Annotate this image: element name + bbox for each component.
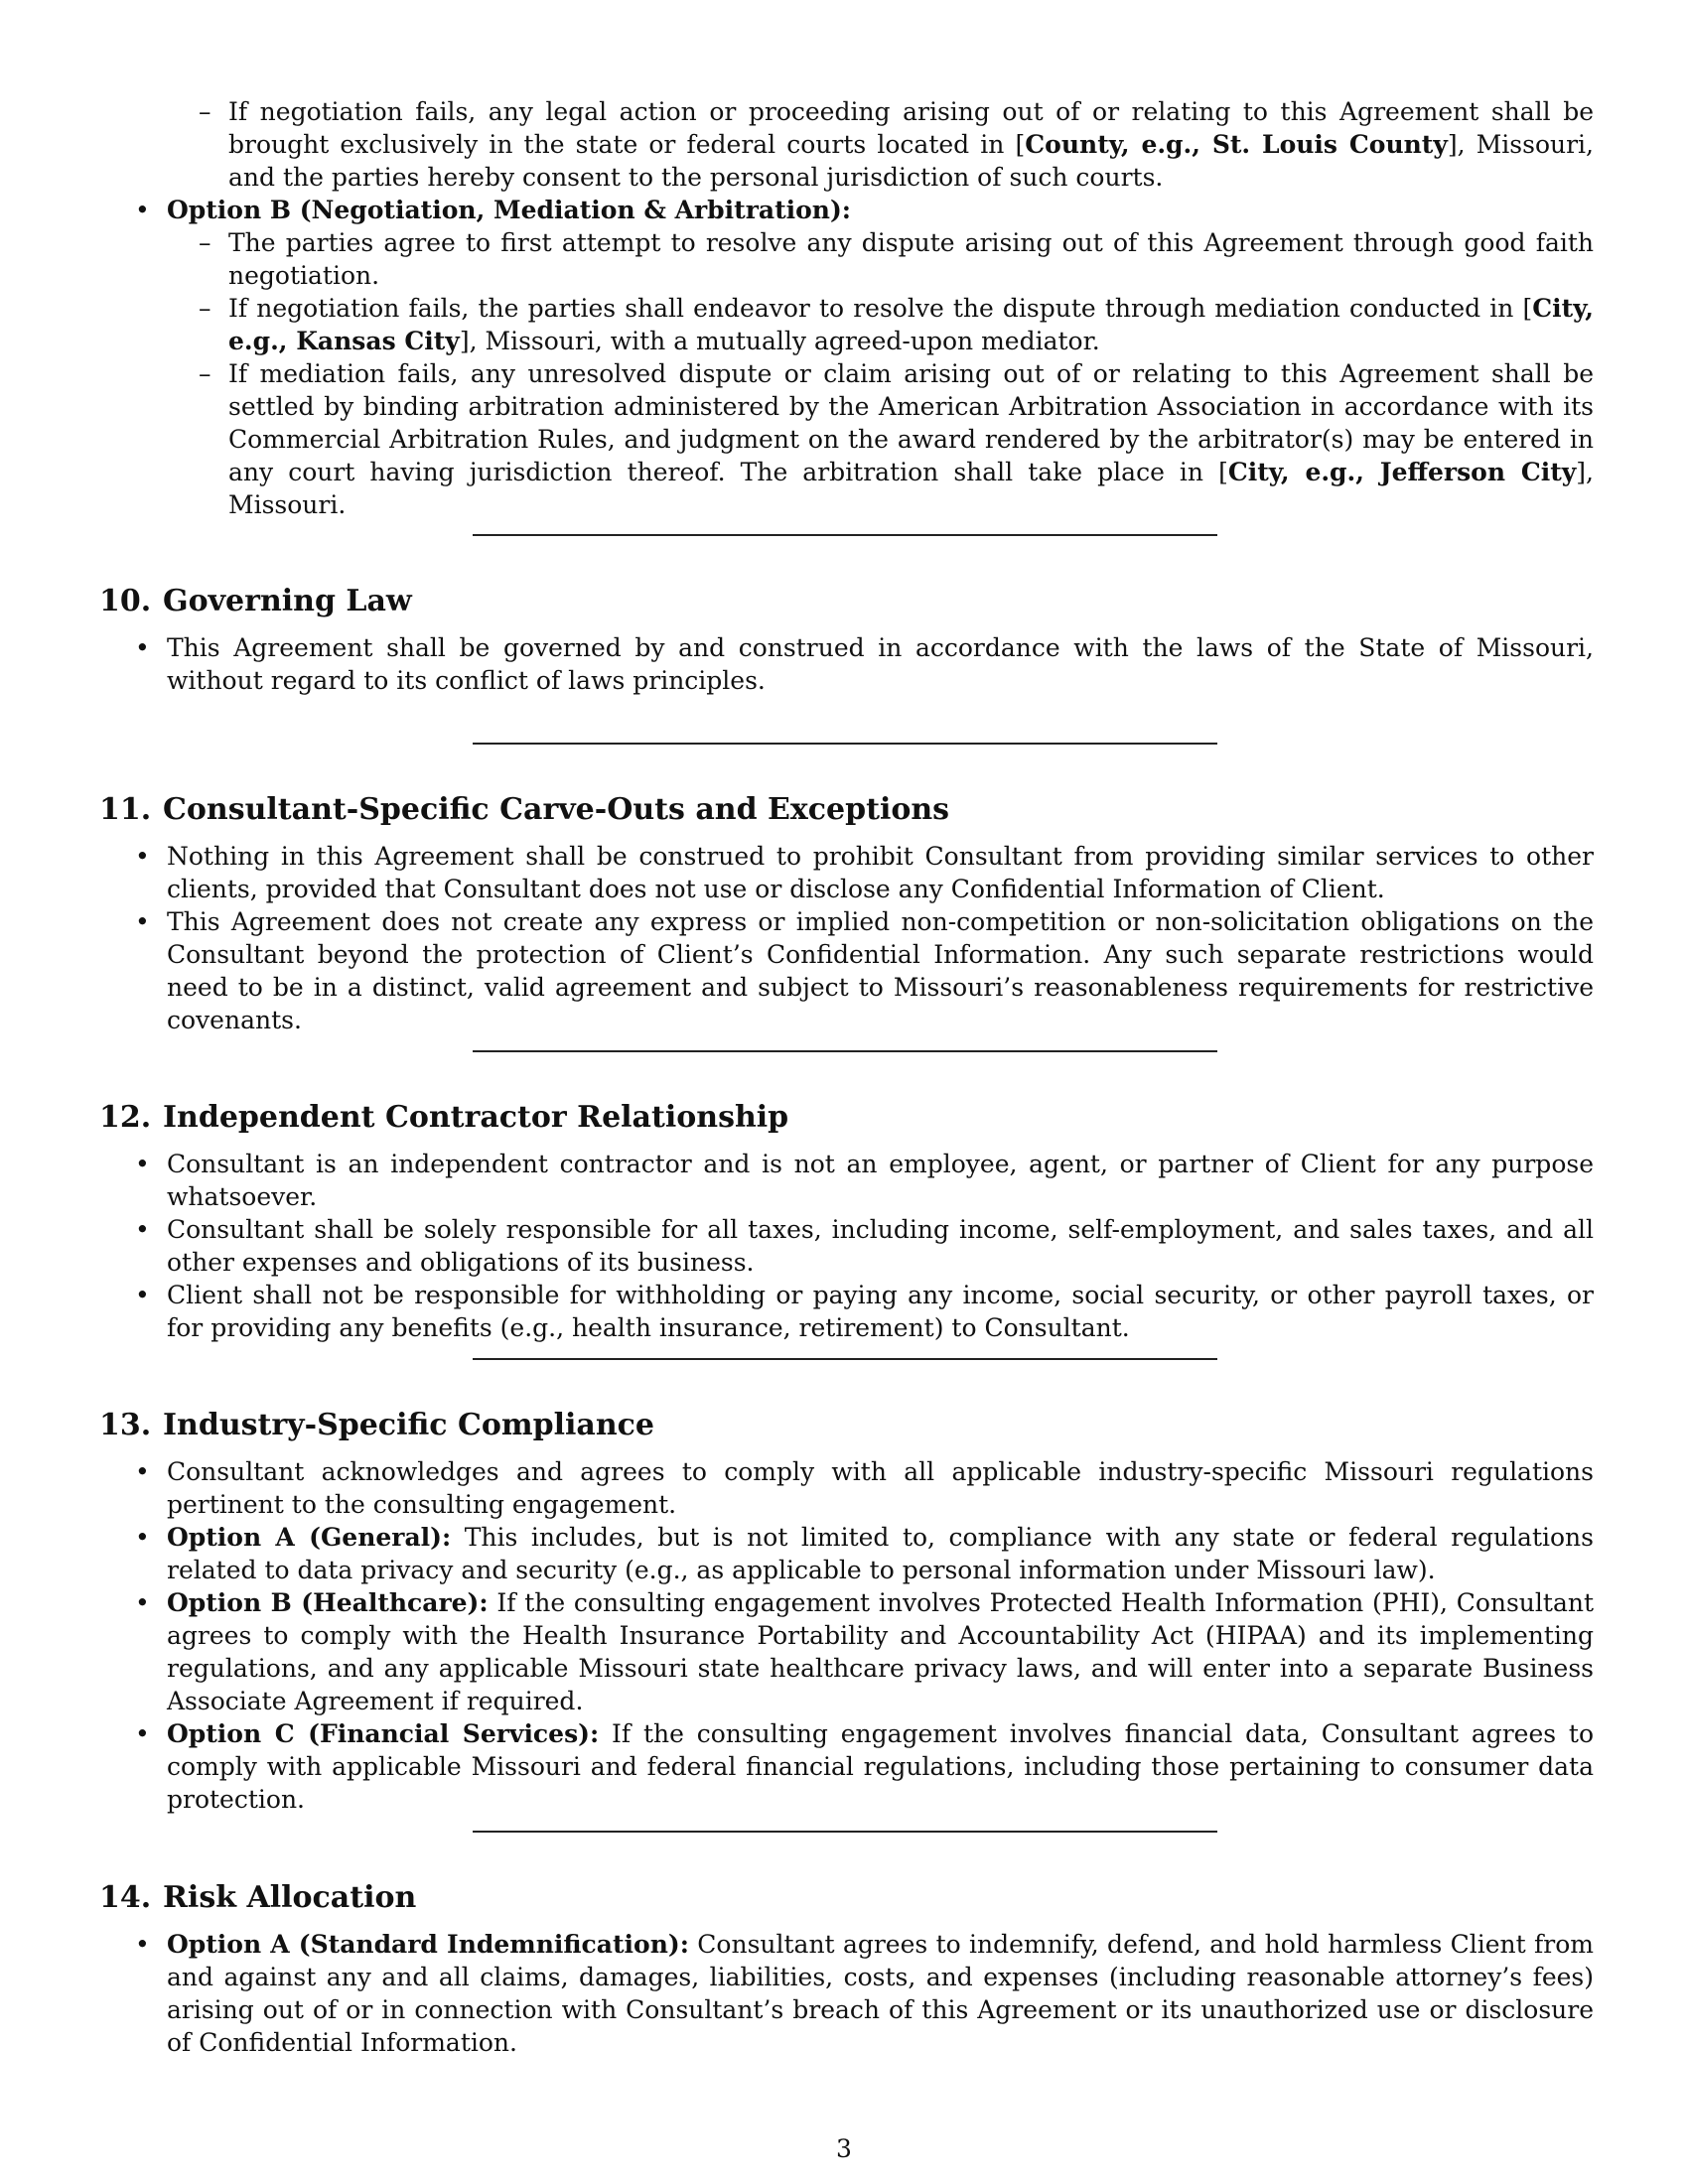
section-divider [473, 1050, 1217, 1052]
section-heading: 12. Independent Contractor Relationship [99, 1100, 789, 1135]
option-b-dash-3: – If mediation fails, any unresolved dispute or claim arising out of or relating to this Agreement shall be settled by binding arbitration administered by the American Arbitration Association in accordance with its Commercial Arbitration Rules, and judgment on the award rendered by the arbitrator(s) may be entered in any court having jurisdiction thereof. The arbitration shall take place in [City, e.g., Jefferson City], Missouri. [99, 357, 1594, 521]
option-b-label: Option B (Healthcare): [167, 1588, 489, 1617]
list-item: • Client shall not be responsible for withholding or paying any income, social security, or other payroll taxes, or for providing any benefits (e.g., health insurance, retirement) to Consultant. [99, 1279, 1594, 1344]
list-item: • Consultant acknowledges and agrees to comply with all applicable industry-specific Missouri regulations pertinent to the consulting engagement. [99, 1455, 1594, 1521]
section-divider [473, 534, 1217, 536]
county-placeholder: County, e.g., St. Louis County [1025, 130, 1448, 159]
list-item: • Nothing in this Agreement shall be construed to prohibit Consultant from providing similar services to other clients, provided that Consultant does not use or disclose any Confidential Information of Client. [99, 840, 1594, 905]
option-b-dash-1: – The parties agree to first attempt to resolve any dispute arising out of this Agreement through good faith negotiation. [99, 226, 1594, 292]
section-industry-compliance [99, 1406, 1594, 1816]
dispute-resolution-continuation [99, 95, 1594, 194]
page-number: 3 [836, 2134, 852, 2163]
section-heading: 14. Risk Allocation [99, 1880, 417, 1915]
section-independent-contractor [99, 1098, 1594, 1344]
section-heading: 10. Governing Law [99, 584, 412, 618]
list-item: • Consultant is an independent contractor and is not an employee, agent, or partner of Client for any purpose whatsoever. [99, 1148, 1594, 1213]
kansas-city-placeholder: City, e.g., Kansas City [228, 294, 1594, 355]
option-b-item [99, 194, 1594, 521]
option-b-dash-2: – If negotiation fails, the parties shall endeavor to resolve the dispute through mediation conducted in [City, e.g., Kansas City], Missouri, with a mutually agreed-upon mediator. [99, 292, 1594, 357]
option-a-label: Option A (General): [167, 1523, 452, 1552]
section-divider [473, 743, 1217, 745]
list-item: • Option C (Financial Services): If the consulting engagement involves financial data, Consultant agrees to comply with applicable Missouri and federal financial regulations, including those pertaining to consumer data protection. [99, 1717, 1594, 1816]
section-governing-law [99, 582, 1594, 697]
option-b-label: Option B (Negotiation, Mediation & Arbitration): [167, 196, 852, 224]
section-carve-outs [99, 790, 1594, 1036]
section-risk-allocation [99, 1878, 1594, 2059]
list-item: • Option A (General): This includes, but is not limited to, compliance with any state or federal regulations related to data privacy and security (e.g., as applicable to personal information under Missouri law). [99, 1521, 1594, 1586]
list-item: • This Agreement shall be governed by and construed in accordance with the laws of the State of Missouri, without regard to its conflict of laws principles. [99, 631, 1594, 697]
list-item: • Consultant shall be solely responsible for all taxes, including income, self-employment, and sales taxes, and all other expenses and obligations of its business. [99, 1213, 1594, 1279]
jefferson-city-placeholder: City, e.g., Jefferson City [1227, 458, 1577, 486]
list-item: • This Agreement does not create any express or implied non-competition or non-solicitation obligations on the Consultant beyond the protection of Client’s Confidential Information. Any such separate restrictions would need to be in a distinct, valid agreement and subject to Missouri’s reasonableness requirements for restrictive covenants. [99, 905, 1594, 1036]
section-divider [473, 1831, 1217, 1833]
list-item: • Option A (Standard Indemnification): Consultant agrees to indemnify, defend, and hold harmless Client from and against any and all claims, damages, liabilities, costs, and expenses (including reasonable attorney’s fees) arising out of or in connection with Consultant’s breach of this Agreement or its unauthorized use or disclosure of Confidential Information. [99, 1928, 1594, 2059]
option-a-dash-3: – If negotiation fails, any legal action or proceeding arising out of or relating to this Agreement shall be brought exclusively in the state or federal courts located in [County, e.g., St. Louis County], Missouri, and the parties hereby consent to the personal jurisdiction of such courts. [99, 95, 1594, 194]
section-heading: 13. Industry-Specific Compliance [99, 1408, 654, 1442]
option-b-block [99, 194, 1594, 521]
option-a-tail [99, 95, 1594, 194]
option-a-label: Option A (Standard Indemnification): [167, 1930, 689, 1959]
section-heading: 11. Consultant-Specific Carve-Outs and Exceptions [99, 792, 950, 827]
option-c-label: Option C (Financial Services): [167, 1719, 600, 1748]
section-divider [473, 1358, 1217, 1360]
list-item: • Option B (Healthcare): If the consulting engagement involves Protected Health Information (PHI), Consultant agrees to comply with the Health Insurance Portability and Accountability Act (HIPAA) and its implementing regulations, and any applicable Missouri state healthcare privacy laws, and will enter into a separate Business Associate Agreement if required. [99, 1586, 1594, 1717]
